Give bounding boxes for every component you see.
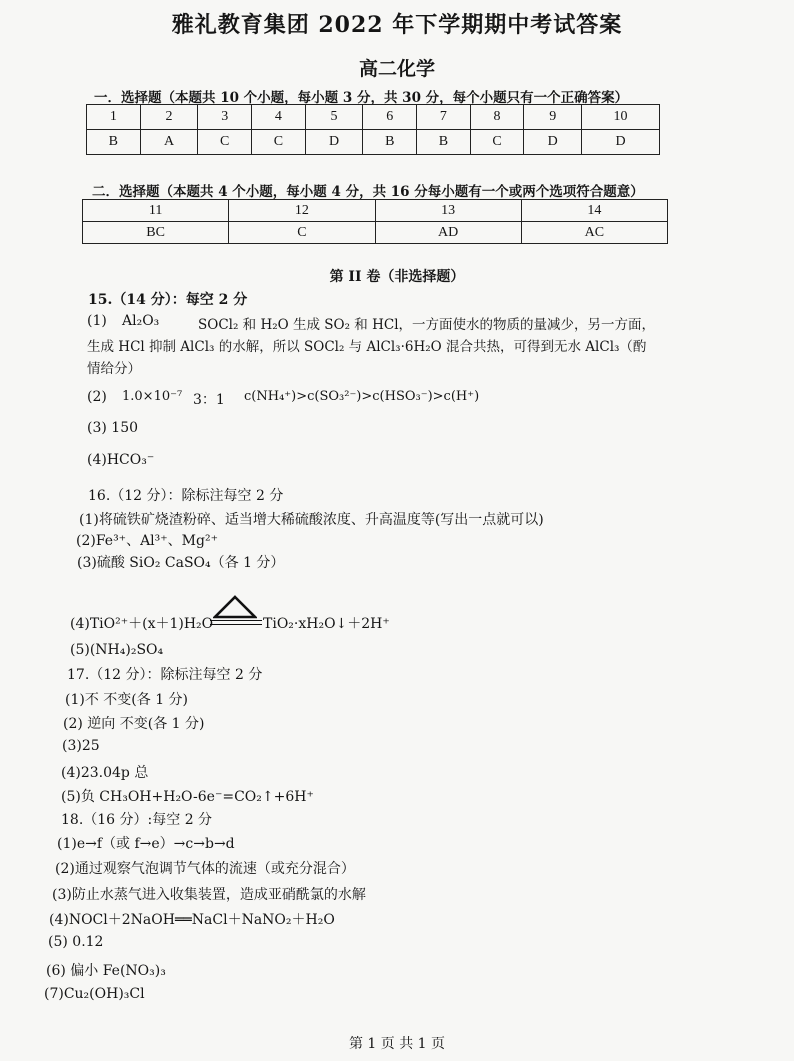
q16-a4-reactants: (4)TiO²⁺＋(x＋1)H₂O: [70, 616, 214, 632]
q15-a1-line3: 情给分）: [87, 361, 141, 377]
table-cell: 2: [140, 105, 198, 130]
table-cell: 5: [305, 105, 363, 130]
q17-heading: 17.（12 分）：除标注每空 2 分: [67, 667, 263, 683]
table-row: [83, 200, 668, 222]
table-row: [87, 105, 660, 130]
table-cell: 13: [375, 200, 521, 222]
q18-a5: (5) 0.12: [48, 934, 104, 950]
section2-heading: 二．选择题（本题共 4 个小题，每小题 4 分，共 16 分每小题有一个或两个选项符合题意）: [92, 184, 644, 200]
q16-a3: (3)硫酸 SiO₂ CaSO₄（各 1 分）: [77, 555, 285, 571]
table-cell: 12: [229, 200, 375, 222]
table-cell: B: [87, 130, 141, 155]
table-cell: 9: [524, 105, 582, 130]
equation-bar: [210, 624, 262, 625]
q17-a3: (3)25: [62, 738, 100, 754]
section1-answer-table: [86, 104, 660, 155]
q15-heading: 15.（14 分）：每空 2 分: [88, 292, 248, 308]
q17-a1: (1)不 不变(各 1 分): [65, 692, 189, 708]
page-footer: 第 1 页 共 1 页: [348, 1036, 446, 1052]
table-cell: 4: [252, 105, 306, 130]
q18-a6: (6) 偏小 Fe(NO₃)₃: [46, 963, 166, 979]
table-row: [83, 222, 668, 244]
q15-a4: (4)HCO₃⁻: [87, 452, 155, 468]
q15-a1-answer: Al₂O₃: [122, 313, 160, 329]
document-title: 雅礼教育集团 2022 年下学期期中考试答案: [171, 12, 623, 38]
table-cell: D: [524, 130, 582, 155]
table-cell: C: [198, 130, 252, 155]
q15-a1-line2: 生成 HCl 抑制 AlCl₃ 的水解，所以 SOCl₂ 与 AlCl₃·6H₂O 混合共热，可得到无水 AlCl₃（酌: [87, 339, 647, 355]
subject-title: 高二化学: [358, 58, 435, 80]
q18-a4: (4)NOCl＋2NaOH══NaCl＋NaNO₂＋H₂O: [49, 912, 335, 928]
q16-heading: 16.（12 分）：除标注每空 2 分: [88, 488, 284, 504]
q15-a2-ratio: 3：1: [193, 392, 225, 408]
q15-a2-value: 1.0×10⁻⁷: [122, 389, 183, 404]
q17-a4: (4)23.04p 总: [61, 765, 149, 781]
q16-a5: (5)(NH₄)₂SO₄: [70, 642, 164, 658]
table-cell: 14: [521, 200, 667, 222]
table-cell: AC: [521, 222, 667, 244]
part2-heading: 第 II 卷（非选择题）: [329, 269, 465, 285]
table-cell: A: [140, 130, 198, 155]
section2-answer-table: [82, 199, 668, 244]
q15-a2-concentration: c(NH₄⁺)>c(SO₃²⁻)>c(HSO₃⁻)>c(H⁺): [244, 389, 480, 404]
table-cell: D: [305, 130, 363, 155]
table-cell: C: [229, 222, 375, 244]
table-cell: AD: [375, 222, 521, 244]
q18-heading: 18.（16 分）:每空 2 分: [61, 812, 213, 828]
table-cell: C: [470, 130, 524, 155]
q15-a1-line1: SOCl₂ 和 H₂O 生成 SO₂ 和 HCl，一方面使水的物质的量减少，另一方面，: [198, 317, 656, 333]
table-cell: C: [252, 130, 306, 155]
table-cell: 7: [417, 105, 471, 130]
table-cell: 6: [363, 105, 417, 130]
table-cell: 8: [470, 105, 524, 130]
table-cell: BC: [83, 222, 229, 244]
q16-a4-products: TiO₂·xH₂O↓＋2H⁺: [263, 616, 390, 632]
q18-a3: (3)防止水蒸气进入收集装置，造成亚硝酰氯的水解: [52, 887, 366, 903]
q17-a2: (2) 逆向 不变(各 1 分): [63, 716, 205, 732]
q15-a3: (3) 150: [87, 420, 139, 436]
q16-a2: (2)Fe³⁺、Al³⁺、Mg²⁺: [76, 533, 218, 549]
q18-a2: (2)通过观察气泡调节气体的流速（或充分混合）: [55, 861, 355, 877]
table-cell: B: [417, 130, 471, 155]
q17-a5: (5)负 CH₃OH+H₂O-6e⁻=CO₂↑+6H⁺: [61, 789, 314, 805]
heating-triangle-icon: [213, 595, 257, 619]
q16-a1: (1)将硫铁矿烧渣粉碎、适当增大稀硫酸浓度、升高温度等(写出一点就可以): [79, 512, 544, 528]
table-row: [87, 130, 660, 155]
table-cell: 3: [198, 105, 252, 130]
q18-a7: (7)Cu₂(OH)₃Cl: [44, 986, 145, 1002]
q15-a1-number: (1): [87, 313, 107, 329]
section1-heading: 一．选择题（本题共 10 个小题，每小题 3 分，共 30 分，每个小题只有一个正确答案）: [94, 90, 629, 106]
q15-a2-number: (2): [87, 389, 107, 405]
q18-a1: (1)e→f（或 f→e）→c→b→d: [57, 836, 235, 852]
table-cell: D: [582, 130, 660, 155]
table-cell: B: [363, 130, 417, 155]
table-cell: 1: [87, 105, 141, 130]
table-cell: 10: [582, 105, 660, 130]
equation-bar: [210, 620, 262, 621]
table-cell: 11: [83, 200, 229, 222]
